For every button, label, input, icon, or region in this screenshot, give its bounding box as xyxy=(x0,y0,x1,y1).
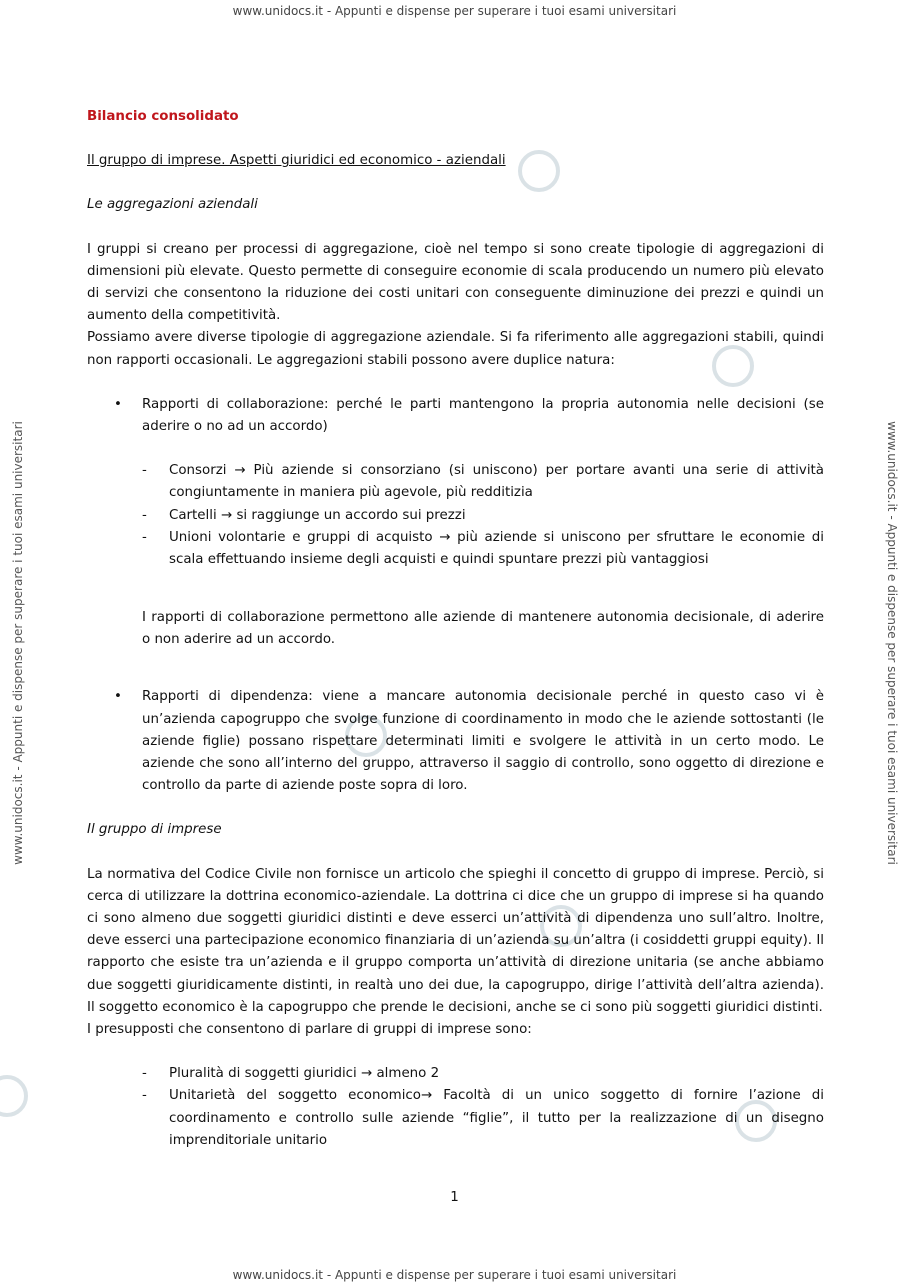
list-item-unioni xyxy=(87,527,824,571)
bullet-marker: • xyxy=(114,396,122,412)
subheading-gruppo: Il gruppo di imprese xyxy=(87,822,222,838)
list-item-text: Rapporti di collaborazione: perché le parti mantengono la propria autonomia nelle decisioni (se aderire o no ad un accordo) xyxy=(142,396,824,435)
dash-marker: - xyxy=(142,463,147,479)
subheading-aggregazioni: Le aggregazioni aziendali xyxy=(87,197,258,213)
paragraph-3: La normativa del Codice Civile non fornisce un articolo che spieghi il concetto di gruppo di imprese. Perciò, si cerca di utilizzare la dottrina economico-aziendale. La dottrina ci dice che un gruppo di imprese si ha quando ci sono almeno due soggetti giuridici distinti e deve esserci un’attività di dipendenza uno sull’altro. Inoltre, deve esserci una partecipazione economico finanziaria di un’azienda su un’altra (i cosiddetti gruppi equity). Il rapporto che esiste tra un’azienda e il gruppo comporta un’attività di direzione unitaria (se anche abbiamo due soggetti giuridicamente distinti, in realtà uno dei due, la capogruppo, dirige l’attività dell’altra azienda). Il soggetto economico è la capogruppo che prende le decisioni, anche se ci sono più soggetti giuridici distinti. xyxy=(87,866,824,1015)
dash-marker: - xyxy=(142,529,147,545)
watermark-bottom: www.unidocs.it - Appunti e dispense per superare i tuoi esami universitari xyxy=(232,1268,677,1282)
list-item-collaborazione xyxy=(87,394,824,438)
list-item-text: Rapporti di dipendenza: viene a mancare autonomia decisionale perché in questo caso vi è un’azienda capogruppo che svolge funzione di coordinamento in modo che le aziende sottostanti (le aziende figlie) possano rispettare determinati limiti e svolgere le attività in un certo modo. Le aziende che sono all’interno del gruppo, attraverso il saggio di controllo, sono oggetto di direzione e controllo da parte di aziende poste sopra di loro. xyxy=(142,689,824,794)
bullet-marker: • xyxy=(114,689,122,705)
document-title: Bilancio consolidato xyxy=(87,109,239,124)
unidocs-logo-icon xyxy=(0,1075,28,1117)
paragraph-4: I presupposti che consentono di parlare di gruppi di imprese sono: xyxy=(87,1022,532,1038)
watermark-left: www.unidocs.it - Appunti e dispense per superare i tuoi esami universitari xyxy=(11,421,25,865)
list-item-consorzi xyxy=(87,460,824,504)
section-heading: Il gruppo di imprese. Aspetti giuridici ed economico - aziendali xyxy=(87,153,506,169)
list-item-pluralita xyxy=(87,1063,824,1085)
paragraph-2: Possiamo avere diverse tipologie di aggregazione aziendale. Si fa riferimento alle aggregazioni stabili, quindi non rapporti occasionali. Le aggregazioni stabili possono avere duplice natura: xyxy=(87,330,824,368)
list-item-text: Unitarietà del soggetto economico→ Facoltà di un unico soggetto di fornire l’azione di coordinamento e controllo sulle aziende “figlie”, il tutto per la realizzazione di un disegno imprenditoriale unitario xyxy=(169,1088,824,1148)
dash-marker: - xyxy=(142,507,147,523)
paragraph-1: I gruppi si creano per processi di aggregazione, cioè nel tempo si sono create tipologie di aggregazioni di dimensioni più elevate. Questo permette di conseguire economie di scala producendo un numero più elevato di servizi che consentono la riduzione dei costi unitari con conseguente diminuzione dei prezzi e quindi un aumento della competitività. xyxy=(87,241,824,324)
dash-marker: - xyxy=(142,1088,147,1104)
list-item-text: Consorzi → Più aziende si consorziano (si uniscono) per portare avanti una serie di attività congiuntamente in maniera più agevole, più redditizia xyxy=(169,463,824,501)
document-page xyxy=(87,106,824,1152)
list-item-cartelli xyxy=(87,505,824,527)
page-number: 1 xyxy=(450,1190,459,1205)
list-item-unitarieta xyxy=(87,1085,824,1152)
watermark-right: www.unidocs.it - Appunti e dispense per superare i tuoi esami universitari xyxy=(885,421,899,865)
paragraph-collaborazione: I rapporti di collaborazione permettono alle aziende di mantenere autonomia decisionale, di aderire o non aderire ad un accordo. xyxy=(142,609,824,647)
list-item-text: Cartelli → si raggiunge un accordo sui prezzi xyxy=(169,507,466,523)
watermark-top: www.unidocs.it - Appunti e dispense per superare i tuoi esami universitari xyxy=(232,4,677,18)
list-item-dipendenza xyxy=(87,686,824,797)
list-item-text: Pluralità di soggetti giuridici → almeno 2 xyxy=(169,1066,440,1082)
list-item-text: Unioni volontarie e gruppi di acquisto → più aziende si uniscono per sfruttare le economie di scala effettuando insieme degli acquisti e quindi spuntare prezzi più vantaggiosi xyxy=(169,529,824,568)
dash-marker: - xyxy=(142,1066,147,1082)
